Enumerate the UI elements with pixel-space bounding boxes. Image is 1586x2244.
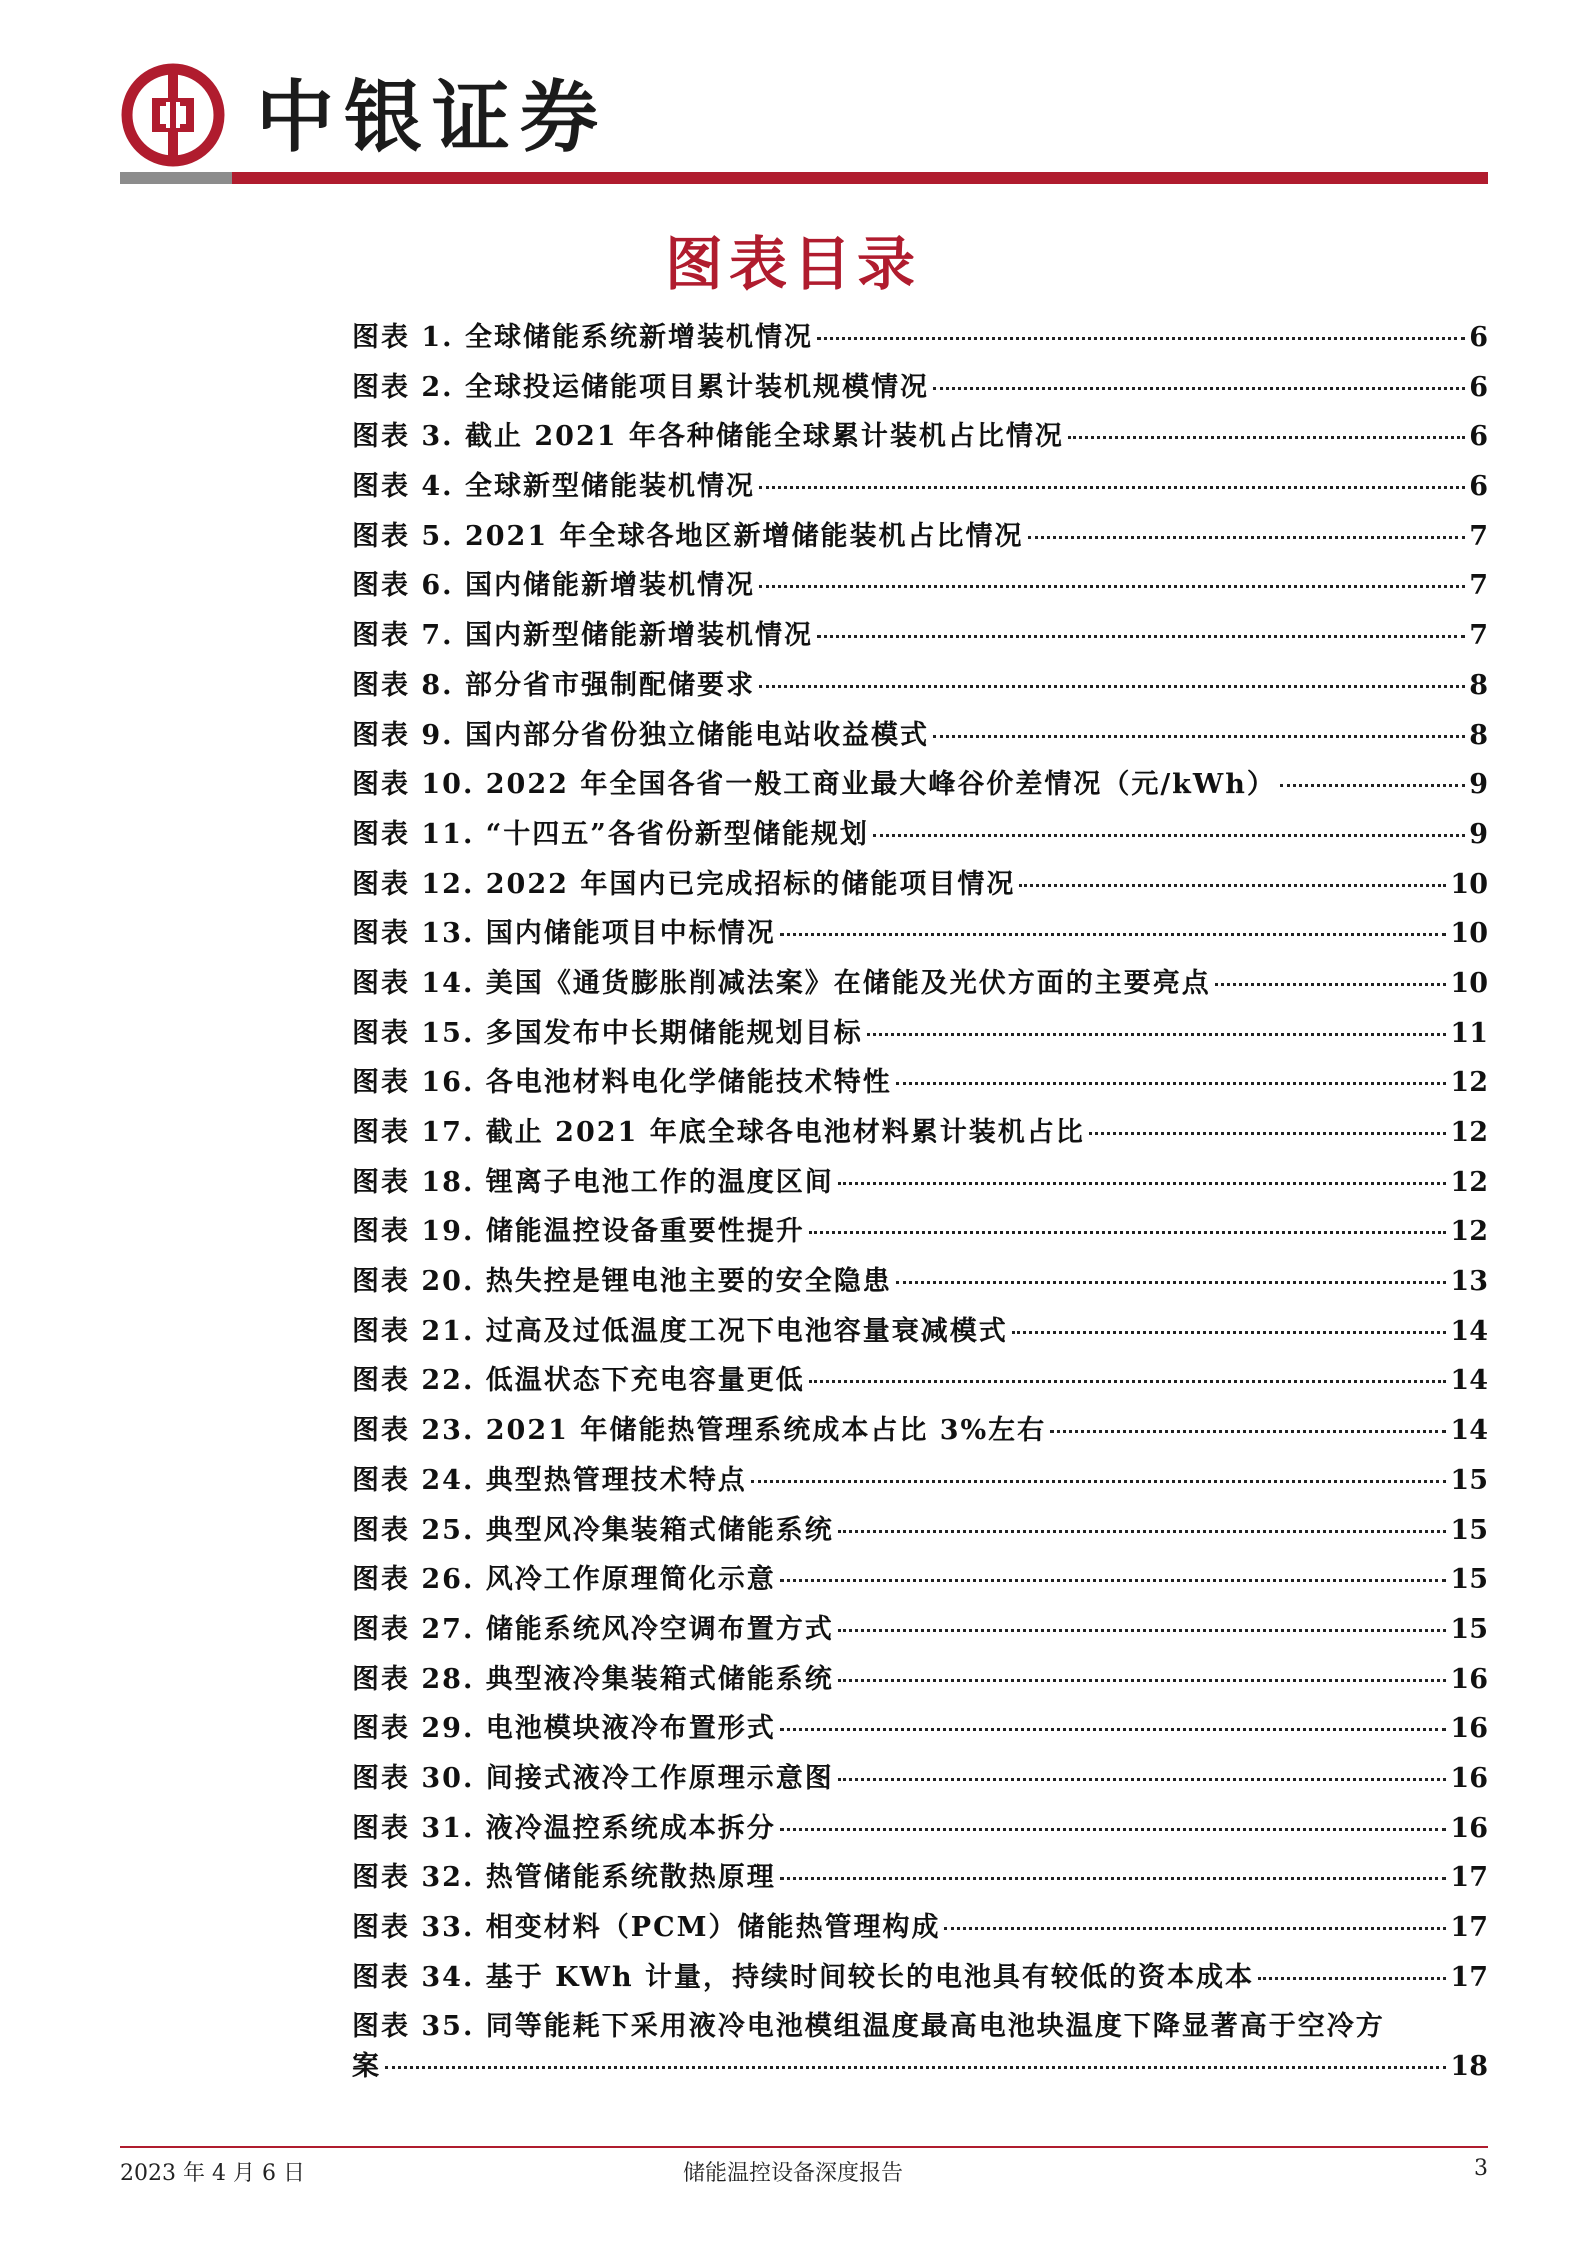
toc-entry-label: 图表 25. 典型风冷集装箱式储能系统 xyxy=(352,1514,834,1546)
toc-entry-page: 6 xyxy=(1469,371,1488,403)
toc-entry-label: 图表 10. 2022 年全国各省一般工商业最大峰谷价差情况（元/kWh） xyxy=(352,769,1276,801)
toc-entry[interactable] xyxy=(352,370,1488,420)
toc-leader-dots xyxy=(759,585,1465,588)
toc-leader-dots xyxy=(896,1082,1447,1085)
toc-entry-page: 7 xyxy=(1469,620,1488,652)
toc-entry-page: 13 xyxy=(1450,1266,1488,1298)
toc-leader-dots xyxy=(759,486,1465,489)
toc-leader-dots xyxy=(759,685,1465,688)
toc-leader-dots xyxy=(1012,1331,1447,1334)
toc-entry-page: 8 xyxy=(1469,719,1488,751)
toc-entry-label: 图表 11. “十四五”各省份新型储能规划 xyxy=(352,818,869,850)
toc-entry-label: 图表 31. 液冷温控系统成本拆分 xyxy=(352,1812,776,1844)
toc-entry-page: 17 xyxy=(1450,1862,1488,1894)
toc-entry[interactable] xyxy=(352,1065,1488,1115)
toc-leader-dots xyxy=(838,1778,1447,1781)
toc-leader-dots xyxy=(1280,784,1465,787)
bank-logo-icon xyxy=(120,62,226,168)
toc-leader-dots xyxy=(780,1728,1447,1731)
toc-entry-label: 图表 21. 过高及过低温度工况下电池容量衰减模式 xyxy=(352,1315,1008,1347)
toc-entry-label: 图表 19. 储能温控设备重要性提升 xyxy=(352,1216,805,1248)
toc-entry-label: 图表 1. 全球储能系统新增装机情况 xyxy=(352,322,813,353)
toc-entry-label: 图表 28. 典型液冷集装箱式储能系统 xyxy=(352,1663,834,1695)
toc-leader-dots xyxy=(780,1828,1447,1831)
toc-leader-dots xyxy=(385,2066,1446,2069)
toc-entry-page: 6 xyxy=(1469,322,1488,353)
toc-title: 图表目录 xyxy=(664,230,921,298)
toc-entry-page: 14 xyxy=(1450,1365,1488,1397)
toc-entry-label: 图表 26. 风冷工作原理简化示意 xyxy=(352,1564,776,1596)
toc-entry[interactable] xyxy=(352,668,1488,718)
toc-entry[interactable] xyxy=(352,1860,1488,1910)
table-of-figures xyxy=(352,320,1488,2099)
toc-entry[interactable] xyxy=(352,1513,1488,1563)
toc-entry-page: 14 xyxy=(1450,1415,1488,1447)
toc-entry[interactable] xyxy=(352,767,1488,817)
toc-entry-label: 图表 35. 同等能耗下采用液冷电池模组温度最高电池块温度下降显著高于空冷方 xyxy=(352,2011,1385,2043)
toc-leader-dots xyxy=(1019,884,1446,887)
toc-leader-dots xyxy=(1050,1430,1446,1433)
toc-entry-page: 17 xyxy=(1450,1912,1488,1943)
toc-entry[interactable] xyxy=(352,1910,1488,1960)
toc-entry-page: 15 xyxy=(1450,1514,1488,1546)
toc-entry-label: 图表 8. 部分省市强制配储要求 xyxy=(352,669,755,701)
toc-entry-page: 16 xyxy=(1450,1663,1488,1695)
toc-entry-page: 16 xyxy=(1450,1713,1488,1745)
toc-entry-label: 图表 5. 2021 年全球各地区新增储能装机占比情况 xyxy=(352,520,1024,552)
footer-report-title: 储能温控设备深度报告 xyxy=(682,2161,903,2186)
toc-entry[interactable] xyxy=(352,817,1488,867)
toc-entry-label: 图表 33. 相变材料（PCM）储能热管理构成 xyxy=(352,1912,941,1943)
toc-entry-label: 图表 9. 国内部分省份独立储能电站收益模式 xyxy=(352,719,929,751)
toc-entry[interactable] xyxy=(352,618,1488,668)
toc-entry-label: 图表 23. 2021 年储能热管理系统成本占比 3%左右 xyxy=(352,1415,1047,1447)
toc-entry-label: 图表 20. 热失控是锂电池主要的安全隐患 xyxy=(352,1266,892,1298)
toc-leader-dots xyxy=(1089,1132,1447,1135)
toc-entry-label: 图表 13. 国内储能项目中标情况 xyxy=(352,918,776,950)
toc-entry-label: 图表 12. 2022 年国内已完成招标的储能项目情况 xyxy=(352,868,1016,900)
toc-entry-page: 7 xyxy=(1469,570,1488,602)
toc-leader-dots xyxy=(1215,983,1447,986)
toc-entry-label: 图表 4. 全球新型储能装机情况 xyxy=(352,471,755,503)
toc-entry-label: 图表 6. 国内储能新增装机情况 xyxy=(352,570,755,602)
toc-entry-page: 14 xyxy=(1450,1315,1488,1347)
toc-leader-dots xyxy=(896,1281,1447,1284)
toc-entry-label: 图表 2. 全球投运储能项目累计装机规模情况 xyxy=(352,371,929,403)
toc-entry-page: 15 xyxy=(1450,1464,1488,1496)
toc-entry[interactable] xyxy=(352,2009,1488,2098)
toc-leader-dots xyxy=(838,1629,1447,1632)
toc-entry[interactable] xyxy=(352,519,1488,569)
toc-entry-page: 12 xyxy=(1450,1067,1488,1099)
toc-entry[interactable] xyxy=(352,1463,1488,1513)
toc-leader-dots xyxy=(944,1927,1446,1930)
toc-entry-page: 11 xyxy=(1450,1017,1488,1049)
toc-leader-dots xyxy=(838,1530,1447,1533)
toc-entry-page: 16 xyxy=(1450,1762,1488,1794)
toc-leader-dots xyxy=(780,933,1447,936)
toc-entry-label: 图表 32. 热管储能系统散热原理 xyxy=(352,1862,776,1894)
toc-entry-label: 图表 27. 储能系统风冷空调布置方式 xyxy=(352,1613,834,1645)
toc-entry[interactable] xyxy=(352,1413,1488,1463)
toc-leader-dots xyxy=(780,1877,1447,1880)
toc-entry[interactable] xyxy=(352,419,1488,469)
toc-entry[interactable] xyxy=(352,1960,1488,2010)
toc-entry-page: 6 xyxy=(1469,421,1488,453)
footer-page-number: 3 xyxy=(1474,2156,1488,2181)
toc-entry[interactable] xyxy=(352,1016,1488,1066)
toc-entry[interactable] xyxy=(352,1363,1488,1413)
toc-leader-dots xyxy=(1258,1977,1446,1980)
toc-entry-page: 10 xyxy=(1450,918,1488,950)
toc-entry[interactable] xyxy=(352,469,1488,519)
toc-entry-label: 图表 29. 电池模块液冷布置形式 xyxy=(352,1713,776,1745)
toc-leader-dots xyxy=(751,1480,1447,1483)
toc-entry-label: 图表 18. 锂离子电池工作的温度区间 xyxy=(352,1166,834,1198)
toc-entry[interactable] xyxy=(352,1811,1488,1861)
page-header xyxy=(120,58,1488,186)
toc-entry-page: 9 xyxy=(1469,769,1488,801)
toc-entry-label: 图表 3. 截止 2021 年各种储能全球累计装机占比情况 xyxy=(352,421,1064,453)
toc-entry-label: 图表 24. 典型热管理技术特点 xyxy=(352,1464,747,1496)
toc-entry[interactable] xyxy=(352,1761,1488,1811)
toc-entry-page: 17 xyxy=(1450,1961,1488,1993)
toc-entry[interactable] xyxy=(352,1612,1488,1662)
toc-entry-page: 7 xyxy=(1469,520,1488,552)
toc-entry[interactable] xyxy=(352,1165,1488,1215)
toc-entry-page: 15 xyxy=(1450,1613,1488,1645)
brand-name: 中银证券 xyxy=(256,72,609,163)
toc-entry-label: 图表 14. 美国《通货膨胀削减法案》在储能及光伏方面的主要亮点 xyxy=(352,967,1211,999)
toc-leader-dots xyxy=(867,1033,1447,1036)
toc-leader-dots xyxy=(838,1182,1447,1185)
toc-entry-page: 16 xyxy=(1450,1812,1488,1844)
toc-entry[interactable] xyxy=(352,966,1488,1016)
toc-leader-dots xyxy=(780,1579,1447,1582)
toc-leader-dots xyxy=(1028,536,1466,539)
toc-entry[interactable] xyxy=(352,1711,1488,1761)
toc-entry-label: 图表 15. 多国发布中长期储能规划目标 xyxy=(352,1017,863,1049)
toc-entry[interactable] xyxy=(352,1562,1488,1612)
toc-entry-page: 8 xyxy=(1469,669,1488,701)
toc-entry-label-cont: 案 xyxy=(352,2051,381,2083)
toc-leader-dots xyxy=(838,1679,1447,1682)
toc-leader-dots xyxy=(933,387,1465,390)
toc-leader-dots xyxy=(809,1231,1447,1234)
toc-entry-page: 18 xyxy=(1450,2051,1488,2083)
toc-entry[interactable] xyxy=(352,867,1488,917)
toc-leader-dots xyxy=(809,1380,1447,1383)
toc-leader-dots xyxy=(817,635,1465,638)
toc-entry-page: 10 xyxy=(1450,868,1488,900)
toc-entry-label: 图表 17. 截止 2021 年底全球各电池材料累计装机占比 xyxy=(352,1117,1085,1148)
toc-entry-page: 12 xyxy=(1450,1166,1488,1198)
footer-rule xyxy=(120,2146,1488,2148)
toc-entry[interactable] xyxy=(352,320,1488,370)
header-rule-red xyxy=(232,172,1488,184)
toc-leader-dots xyxy=(817,337,1465,340)
toc-entry[interactable] xyxy=(352,568,1488,618)
toc-leader-dots xyxy=(1068,436,1465,439)
toc-entry-label: 图表 22. 低温状态下充电容量更低 xyxy=(352,1365,805,1397)
footer-date: 2023 年 4 月 6 日 xyxy=(120,2161,305,2186)
toc-entry-label: 图表 34. 基于 KWh 计量，持续时间较长的电池具有较低的资本成本 xyxy=(352,1961,1255,1993)
toc-entry-label: 图表 7. 国内新型储能新增装机情况 xyxy=(352,620,813,652)
toc-entry[interactable] xyxy=(352,1662,1488,1712)
toc-entry-page: 12 xyxy=(1450,1117,1488,1148)
toc-entry-page: 9 xyxy=(1469,818,1488,850)
toc-leader-dots xyxy=(873,834,1465,837)
toc-entry-label: 图表 16. 各电池材料电化学储能技术特性 xyxy=(352,1067,892,1099)
toc-entry[interactable] xyxy=(352,916,1488,966)
toc-entry[interactable] xyxy=(352,1264,1488,1314)
toc-entry-page: 6 xyxy=(1469,471,1488,503)
toc-entry[interactable] xyxy=(352,718,1488,768)
toc-entry-label: 图表 30. 间接式液冷工作原理示意图 xyxy=(352,1762,834,1794)
toc-entry[interactable] xyxy=(352,1115,1488,1165)
header-rule-gray xyxy=(120,172,232,184)
toc-leader-dots xyxy=(933,735,1465,738)
toc-entry-page: 12 xyxy=(1450,1216,1488,1248)
toc-entry-page: 15 xyxy=(1450,1564,1488,1596)
toc-entry-page: 10 xyxy=(1450,967,1488,999)
toc-entry[interactable] xyxy=(352,1314,1488,1364)
toc-entry[interactable] xyxy=(352,1214,1488,1264)
